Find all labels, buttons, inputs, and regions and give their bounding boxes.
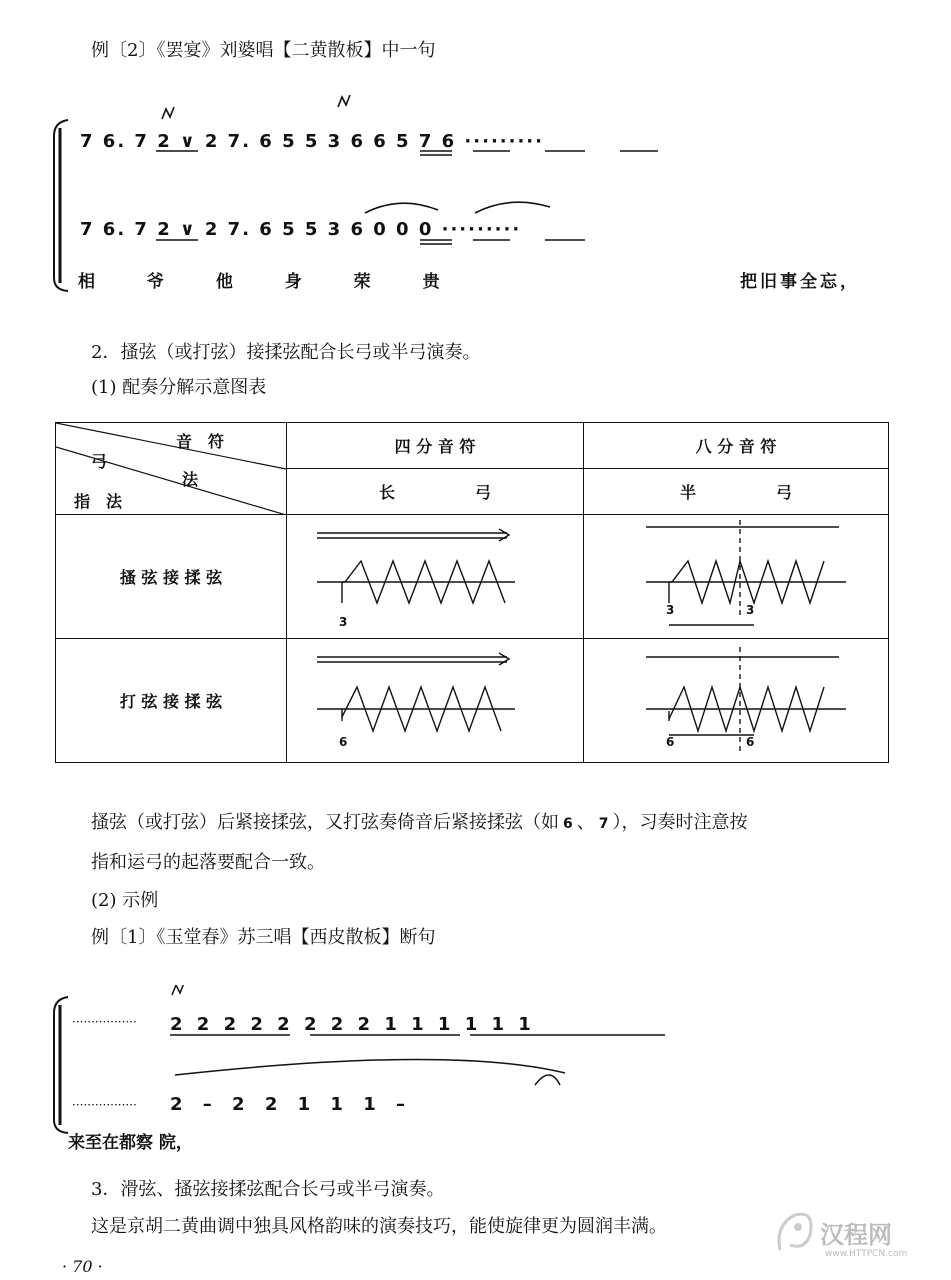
example2-lyrics-right: 把旧事全忘，: [740, 272, 860, 292]
row1-half-note-b: 3: [746, 603, 755, 617]
example2-staff-top: 7 6. 7 2 ∨ 2 7. 6 5 5 3 6 6 5 7 6 ·········: [80, 131, 544, 152]
col-eighth-note: 八 分 音 符: [584, 423, 889, 469]
section3-heading: 3．滑弦、搔弦接揉弦配合长弓或半弓演奏。: [91, 1179, 445, 1200]
example2-staff-bottom: 7 6. 7 2 ∨ 2 7. 6 5 5 3 6 0 0 0 ·········: [80, 219, 522, 240]
example1-lyrics: 来至在都察 院，: [68, 1133, 193, 1153]
row2-half-bow-diagram: [584, 639, 889, 763]
example2-lyrics-left: 相 爷 他 身 荣 贵: [78, 272, 440, 292]
example2-notation-marks: [80, 95, 900, 265]
row1-long-note: 3: [339, 615, 348, 629]
header-method-label: 法: [182, 470, 199, 489]
example1-notation-marks: [150, 985, 710, 1115]
paragraph1-line1: 搔弦（或打弦）后紧接揉弦，又打弦奏倚音后紧接揉弦（如 6 、 7 ），习奏时注意按: [91, 812, 748, 833]
paragraph1-line1-tail: ），习奏时注意按: [612, 812, 748, 833]
col-quarter-note: 四 分 音 符: [287, 423, 584, 469]
paragraph1-line2: 指和运弓的起落要配合一致。: [91, 852, 325, 873]
header-finger-label: 指 法: [74, 492, 123, 511]
row1-label: 搔 弦 接 揉 弦: [56, 515, 287, 639]
watermark-url: www.HTTPCN.com: [825, 1249, 908, 1259]
example1-lead-dots-top: ·················: [72, 1015, 137, 1029]
row2-half-note-a: 6: [666, 735, 675, 749]
header-bow-label: 弓: [91, 452, 108, 471]
col2-bow-type: 半 弓: [584, 469, 889, 515]
section2-heading: 2．搔弦（或打弦）接揉弦配合长弓或半弓演奏。: [91, 342, 481, 363]
row2-long-bow-diagram: [287, 639, 584, 763]
section2-subheading: (1) 配奏分解示意图表: [91, 377, 267, 398]
row2-label: 打 弦 接 揉 弦: [56, 639, 287, 763]
row2-long-note: 6: [339, 735, 348, 749]
row1-half-bow-diagram: [584, 515, 889, 639]
paragraph1-grace-example-1: 6: [563, 816, 573, 832]
paragraph1-grace-example-2: 7: [598, 816, 609, 832]
example1-title: 例〔1〕《玉堂春》苏三唱【西皮散板】断句: [91, 927, 436, 948]
watermark-logo-icon: [770, 1205, 820, 1260]
table-header-corner: [56, 423, 287, 515]
example1-staff-bottom: 2 – 2 2 1 1 1 –: [170, 1094, 408, 1115]
section3-body: 这是京胡二黄曲调中独具风格韵味的演奏技巧，能使旋律更为圆润丰满。: [91, 1216, 667, 1237]
section2-2-heading: (2) 示例: [91, 890, 159, 911]
example2-title: 例〔2〕《罢宴》刘婆唱【二黄散板】中一句: [91, 40, 436, 61]
row2-half-note-b: 6: [746, 735, 755, 749]
col1-bow-type: 长 弓: [287, 469, 584, 515]
example1-lead-dots-bottom: ·················: [72, 1098, 137, 1112]
fingering-bowing-table: [55, 422, 889, 763]
paragraph1-line1-text: 搔弦（或打弦）后紧接揉弦，又打弦奏倚音后紧接揉弦（如: [91, 812, 559, 833]
watermark-name: 汉程网: [820, 1221, 892, 1249]
row1-half-note-a: 3: [666, 603, 675, 617]
header-notes-label: 音 符: [176, 432, 225, 451]
example1-staff-top: 2 2 2 2 2 2 2 2 1 1 1 1 1 1: [170, 1014, 533, 1035]
row1-long-bow-diagram: [287, 515, 584, 639]
page-number: · 70 ·: [62, 1257, 103, 1276]
score-bracket: [48, 118, 78, 293]
